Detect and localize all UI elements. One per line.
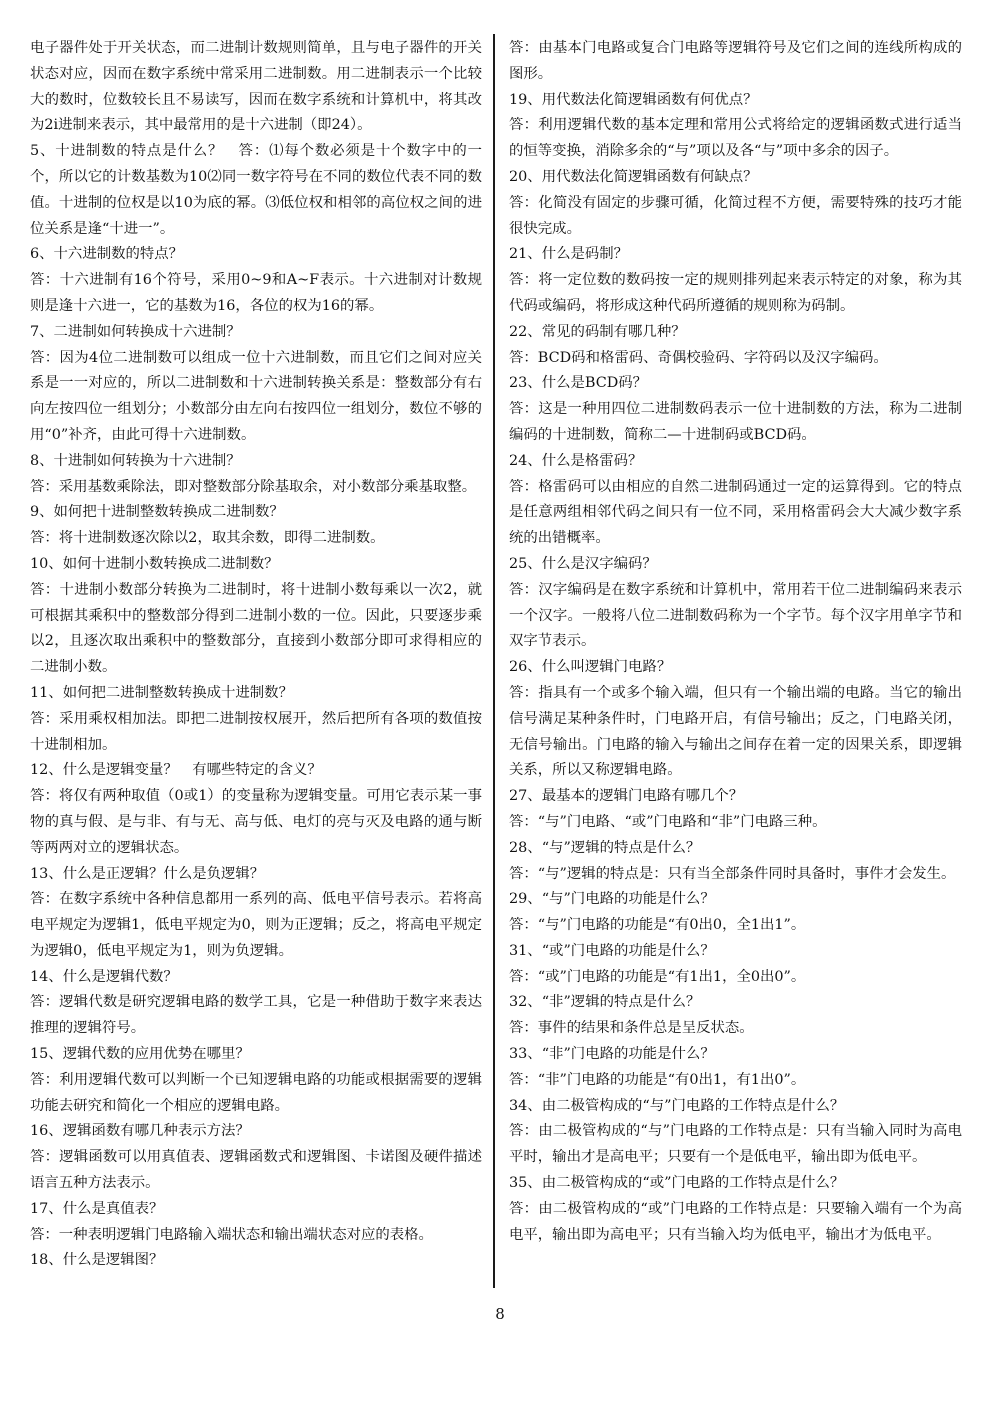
question-heading: 24、什么是格雷码？ <box>509 452 643 469</box>
question-heading: 28、“与”逻辑的特点是什么？ <box>509 839 701 856</box>
answer-paragraph: 电子器件处于开关状态，而二进制计数规则简单，且与电子器件的开关状态对应，因而在数字系统中常采用二进制数。用二进制表示一个比较大的数时，位数较长且不易读写，因而在数字系统和计算机中，将其改为2i进制来表示，其中最常用的是十六进制（即24）。 <box>30 40 482 134</box>
answer-paragraph: 答：由二极管构成的“或”门电路的工作特点是：只要输入端有一个为高电平，输出即为高电平；只有当输入均为低电平，输出才为低电平。 <box>509 1200 962 1243</box>
answer-paragraph: 答：事件的结果和条件总是呈反状态。 <box>509 1020 754 1037</box>
answer-paragraph: 答：“或”门电路的功能是“有1出1，全0出0”。 <box>509 968 806 985</box>
question-heading: 31、“或”门电路的功能是什么？ <box>509 942 715 959</box>
answer-paragraph: 答：十进制小数部分转换为二进制时，将十进制小数每乘以一次2，就可根据其乘积中的整数部分得到二进制小数的一位。因此，只要逐步乘以2，且逐次取出乘积中的整数部分，直接到小数部分即可求得相应的二进制小数。 <box>30 581 482 676</box>
answer-paragraph: 答：“与”门电路、“或”门电路和“非”门电路三种。 <box>509 813 827 830</box>
question-heading: 29、“与”门电路的功能是什么？ <box>509 891 715 908</box>
question-heading: 10、如何十进制小数转换成二进制数？ <box>30 555 279 572</box>
question-heading: 25、什么是汉字编码？ <box>509 555 657 572</box>
answer-paragraph: 答：由基本门电路或复合门电路等逻辑符号及它们之间的连线所构成的图形。 <box>509 40 962 82</box>
question-heading: 7、二进制如何转换成十六进制？ <box>30 323 241 340</box>
answer-paragraph: 答：“非”门电路的功能是“有0出1，有1出0”。 <box>509 1071 806 1088</box>
answer-paragraph: 答：逻辑代数是研究逻辑电路的数学工具，它是一种借助于数字来表达推理的逻辑符号。 <box>30 994 482 1037</box>
answer-paragraph: 答：这是一种用四位二进制数码表示一位十进制数的方法，称为二进制编码的十进制数，简称二—十进制码或BCD码。 <box>509 401 962 443</box>
answer-paragraph: 答：利用逻辑代数可以判断一个已知逻辑电路的功能或根据需要的逻辑功能去研究和简化一个相应的逻辑电路。 <box>30 1071 482 1114</box>
answer-paragraph: 答：格雷码可以由相应的自然二进制码通过一定的运算得到。它的特点是任意两组相邻代码之间只有一位不同，采用格雷码会大大减少数字系统的出错概率。 <box>509 478 962 547</box>
answer-paragraph: 答：采用乘权相加法。即把二进制按权展开，然后把所有各项的数值按十进制相加。 <box>30 710 482 753</box>
answer-paragraph: 答：在数字系统中各种信息都用一系列的高、低电平信号表示。若将高电平规定为逻辑1，低电平规定为0，则为正逻辑；反之，将高电平规定为逻辑0，低电平规定为1，则为负逻辑。 <box>30 891 482 959</box>
answer-paragraph: 答：因为4位二进制数可以组成一位十六进制数，而且它们之间对应关系是一一对应的，所以二进制数和十六进制转换关系是：整数部分有右向左按四位一组划分；小数部分由左向右按四位一组划分，数位不够的用“0”补齐，由此可得十六进制数。 <box>30 349 482 443</box>
question-heading: 20、用代数法化简逻辑函数有何缺点？ <box>509 168 758 185</box>
question-heading: 13、什么是正逻辑？什么是负逻辑？ <box>30 865 265 882</box>
left-column <box>30 36 482 1274</box>
question-heading: 35、由二极管构成的“或”门电路的工作特点是什么？ <box>509 1175 845 1192</box>
answer-paragraph: 答：利用逻辑代数的基本定理和常用公式将给定的逻辑函数式进行适当的恒等变换，消除多余的“与”项以及各“与”项中多余的因子。 <box>509 117 962 160</box>
answer-paragraph: 答：汉字编码是在数字系统和计算机中，常用若干位二进制编码来表示一个汉字。一般将八位二进制数码称为一个字节。每个汉字用单字节和双字节表示。 <box>509 581 962 650</box>
answer-paragraph: 答：将仅有两种取值（0或1）的变量称为逻辑变量。可用它表示某一事物的真与假、是与非、有与无、高与低、电灯的亮与灭及电路的通与断等两两对立的逻辑状态。 <box>30 788 482 856</box>
answer-paragraph: 答：采用基数乘除法，即对整数部分除基取余，对小数部分乘基取整。 <box>30 478 477 495</box>
question-heading: 6、十六进制数的特点？ <box>30 246 184 263</box>
question-heading: 11、如何把二进制整数转换成十进制数？ <box>30 684 293 701</box>
answer-paragraph: 答：化简没有固定的步骤可循，化简过程不方便，需要特殊的技巧才能很快完成。 <box>509 194 962 237</box>
answer-paragraph: 答：逻辑函数可以用真值表、逻辑函数式和逻辑图、卡诺图及硬件描述语言五种方法表示。 <box>30 1149 482 1192</box>
question-heading: 23、什么是BCD码？ <box>509 375 648 392</box>
question-heading: 32、“非”逻辑的特点是什么？ <box>509 994 701 1011</box>
answer-paragraph: 答：BCD码和格雷码、奇偶校验码、字符码以及汉字编码。 <box>509 349 888 366</box>
question-heading: 22、常见的码制有哪几种？ <box>509 323 686 340</box>
question-heading: 33、“非”门电路的功能是什么？ <box>509 1046 715 1063</box>
question-heading: 21、什么是码制？ <box>509 246 629 263</box>
question-heading: 12、什么是逻辑变量？ 有哪些特定的含义？ <box>30 762 322 779</box>
answer-paragraph: 答：“与”逻辑的特点是：只有当全部条件同时具备时，事件才会发生。 <box>509 865 956 882</box>
question-heading: 8、十进制如何转换为十六进制？ <box>30 452 241 469</box>
question-heading: 18、什么是逻辑图？ <box>30 1252 164 1269</box>
answer-paragraph: 答：将一定位数的数码按一定的规则排列起来表示特定的对象，称为其代码或编码，将形成这种代码所遵循的规则称为码制。 <box>509 272 962 314</box>
page-number: 8 <box>495 1305 505 1323</box>
question-heading: 15、逻辑代数的应用优势在哪里？ <box>30 1046 250 1063</box>
answer-paragraph: 答：十六进制有16个符号，采用0~9和A~F表示。十六进制对计数规则是逢十六进一，它的基数为16，各位的权为16的幂。 <box>30 272 482 314</box>
right-column <box>509 36 962 1248</box>
answer-paragraph: 答：将十进制数逐次除以2，取其余数，即得二进制数。 <box>30 530 385 547</box>
column-divider <box>493 34 495 1288</box>
question-heading: 14、什么是逻辑代数？ <box>30 968 178 985</box>
answer-paragraph: 答：指具有一个或多个输入端，但只有一个输出端的电路。当它的输出信号满足某种条件时，门电路开启，有信号输出；反之，门电路关闭，无信号输出。门电路的输入与输出之间存在着一定的因果关系，即逻辑关系，所以又称逻辑电路。 <box>509 684 962 779</box>
question-heading: 17、什么是真值表？ <box>30 1200 164 1217</box>
question-heading: 16、逻辑函数有哪几种表示方法？ <box>30 1123 250 1140</box>
question-heading: 34、由二极管构成的“与”门电路的工作特点是什么？ <box>509 1097 845 1114</box>
answer-paragraph: 答：一种表明逻辑门电路输入端状态和输出端状态对应的表格。 <box>30 1226 433 1243</box>
answer-paragraph: 答：由二极管构成的“与”门电路的工作特点是：只有当输入同时为高电平时，输出才是高电平；只要有一个是低电平，输出即为低电平。 <box>509 1123 962 1166</box>
question-heading: 26、什么叫逻辑门电路？ <box>509 659 672 676</box>
question-heading: 27、最基本的逻辑门电路有哪几个？ <box>509 788 744 805</box>
question-heading: 9、如何把十进制整数转换成二进制数？ <box>30 504 284 521</box>
answer-paragraph: 5、十进制数的特点是什么？ 答：⑴每个数必须是十个数字中的一个，所以它的计数基数为10⑵同一数字符号在不同的数位代表不同的数值。十进制的位权是以10为底的幂。⑶低位权和相邻的高位权之间的进位关系是逢“十进一”。 <box>30 143 482 237</box>
question-heading: 19、用代数法化简逻辑函数有何优点？ <box>509 91 758 108</box>
answer-paragraph: 答：“与”门电路的功能是“有0出0，全1出1”。 <box>509 917 806 934</box>
